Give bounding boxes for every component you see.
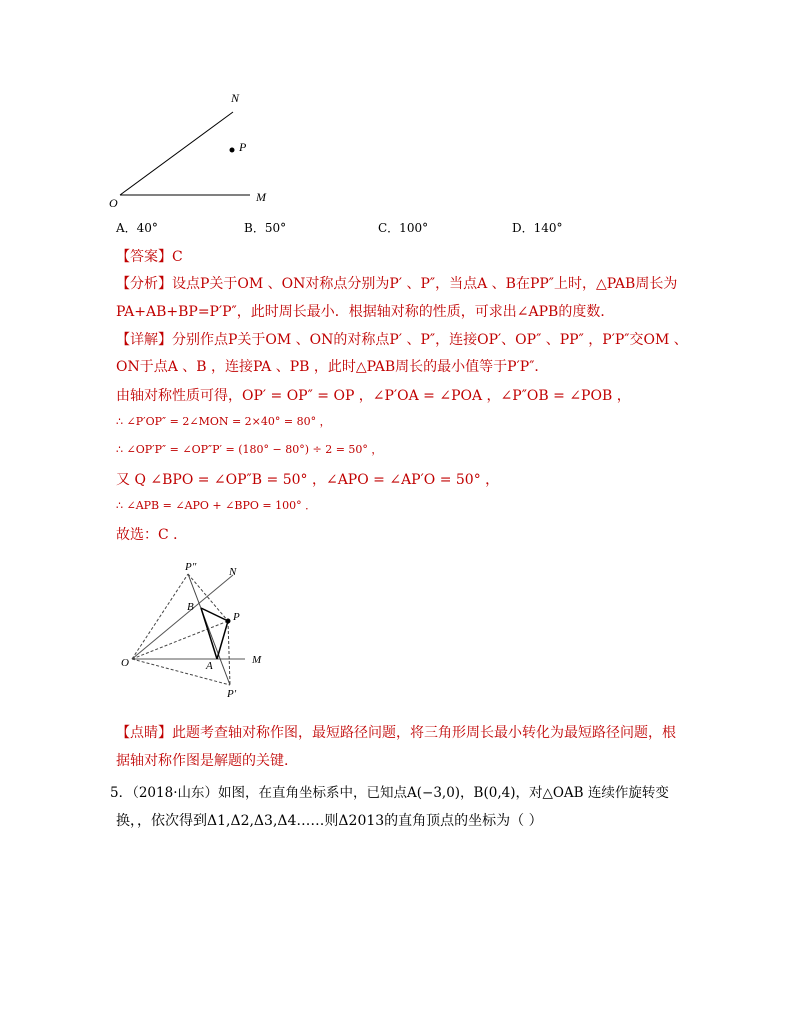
- point-p: [230, 148, 235, 153]
- question-5-text-2: 换，，依次得到Δ1,Δ2,Δ3,Δ4……则Δ2013的直角顶点的坐标为（ ）: [116, 813, 543, 829]
- detail-text-7: ∴ ∠APB = ∠APO + ∠BPO = 100° ．: [116, 499, 317, 512]
- analysis-line-2: [116, 301, 614, 321]
- question-5-line-1: [110, 781, 669, 801]
- analysis-line-1: [116, 273, 677, 293]
- reflection-figure: [115, 558, 275, 698]
- label-p: P: [239, 140, 247, 154]
- detail-text-6: 又 Q ∠BPO = ∠OP″B = 50° ，∠APO = ∠AP′O = 50° ，: [116, 472, 500, 488]
- detail-text-8: 故选：C ．: [116, 527, 188, 543]
- point-p-2: [226, 619, 231, 624]
- analysis-tag: 【分析】: [116, 276, 172, 292]
- label-o: O: [109, 196, 118, 210]
- option-a: A．40°: [116, 221, 158, 235]
- comment-line-1: [116, 722, 676, 742]
- seg-pa: [217, 621, 228, 659]
- detail-text-3: 由轴对称性质可得，OP′ = OP″ = OP ，∠P′OA = ∠POA ，∠P″OB = ∠POB ，: [116, 388, 631, 404]
- dash-pp1: [228, 621, 230, 685]
- analysis-text-1: 设点P关于OM 、ON对称点分别为P′ 、P″，当点A 、B在PP″上时，△PAB周长为: [172, 276, 678, 292]
- option-d: D．140°: [512, 221, 563, 235]
- detail-line-1: [116, 329, 688, 349]
- label-p-2: P: [233, 611, 240, 623]
- ray-on: [120, 112, 233, 195]
- question-5-text-1: 5．（2018·山东）如图，在直角坐标系中，已知点A(−3,0)，B(0,4)，对△OAB 连续作旋转变: [110, 785, 669, 801]
- label-p-double-prime: P″: [185, 561, 197, 573]
- answer-tag: 【答案】: [116, 249, 172, 265]
- detail-text-4: ∴ ∠P′OP″ = 2∠MON = 2×40° = 80° ，: [116, 415, 331, 428]
- answer-line: [116, 246, 183, 266]
- detail-tag: 【详解】: [116, 332, 172, 348]
- dash-op: [132, 621, 228, 659]
- detail-text-2: ON于点A 、B ，连接PA 、PB ，此时△PAB周长的最小值等于P′P″．: [116, 359, 549, 375]
- detail-line-3: [116, 385, 631, 405]
- label-a: A: [206, 660, 213, 672]
- label-o-2: O: [121, 657, 129, 669]
- detail-line-8: [116, 524, 187, 544]
- detail-line-2: [116, 356, 548, 376]
- question-5-line-2: [116, 810, 543, 830]
- angle-figure: [100, 85, 290, 215]
- label-n: N: [231, 91, 240, 105]
- label-m: M: [256, 190, 266, 204]
- dash-op2: [132, 574, 188, 659]
- dash-op1: [132, 659, 230, 685]
- detail-line-6: [116, 469, 499, 489]
- option-c: C．100°: [378, 221, 429, 235]
- label-p-prime: P′: [227, 688, 237, 698]
- dash-p2p: [188, 574, 228, 621]
- detail-text-5: ∴ ∠OP′P″ = ∠OP″P′ = (180° − 80°) ÷ 2 = 50° ，: [116, 443, 383, 456]
- option-b: B．50°: [244, 221, 287, 235]
- detail-line-7: [116, 497, 316, 513]
- detail-line-5: [116, 441, 382, 457]
- detail-line-4: [116, 413, 331, 429]
- comment-tag: 【点睛】: [116, 725, 172, 741]
- label-m-2: M: [252, 654, 262, 666]
- answer-value: C: [172, 249, 183, 265]
- seg-ba: [201, 608, 217, 659]
- label-n-2: N: [229, 566, 237, 578]
- comment-line-2: [116, 750, 288, 770]
- analysis-text-2: PA+AB+BP=P′P″，此时周长最小．根据轴对称的性质，可求出∠APB的度数．: [116, 304, 615, 320]
- detail-text-1: 分别作点P关于OM 、ON的对称点P′ 、P″，连接OP′、OP″ 、PP″ ，P′P″交OM 、: [172, 332, 688, 348]
- comment-text-2: 据轴对称作图是解题的关键.: [116, 753, 289, 769]
- ray-on-2: [132, 575, 233, 659]
- comment-text-1: 此题考查轴对称作图，最短路径问题，将三角形周长最小转化为最短路径问题，根: [172, 725, 676, 741]
- label-b: B: [187, 601, 194, 613]
